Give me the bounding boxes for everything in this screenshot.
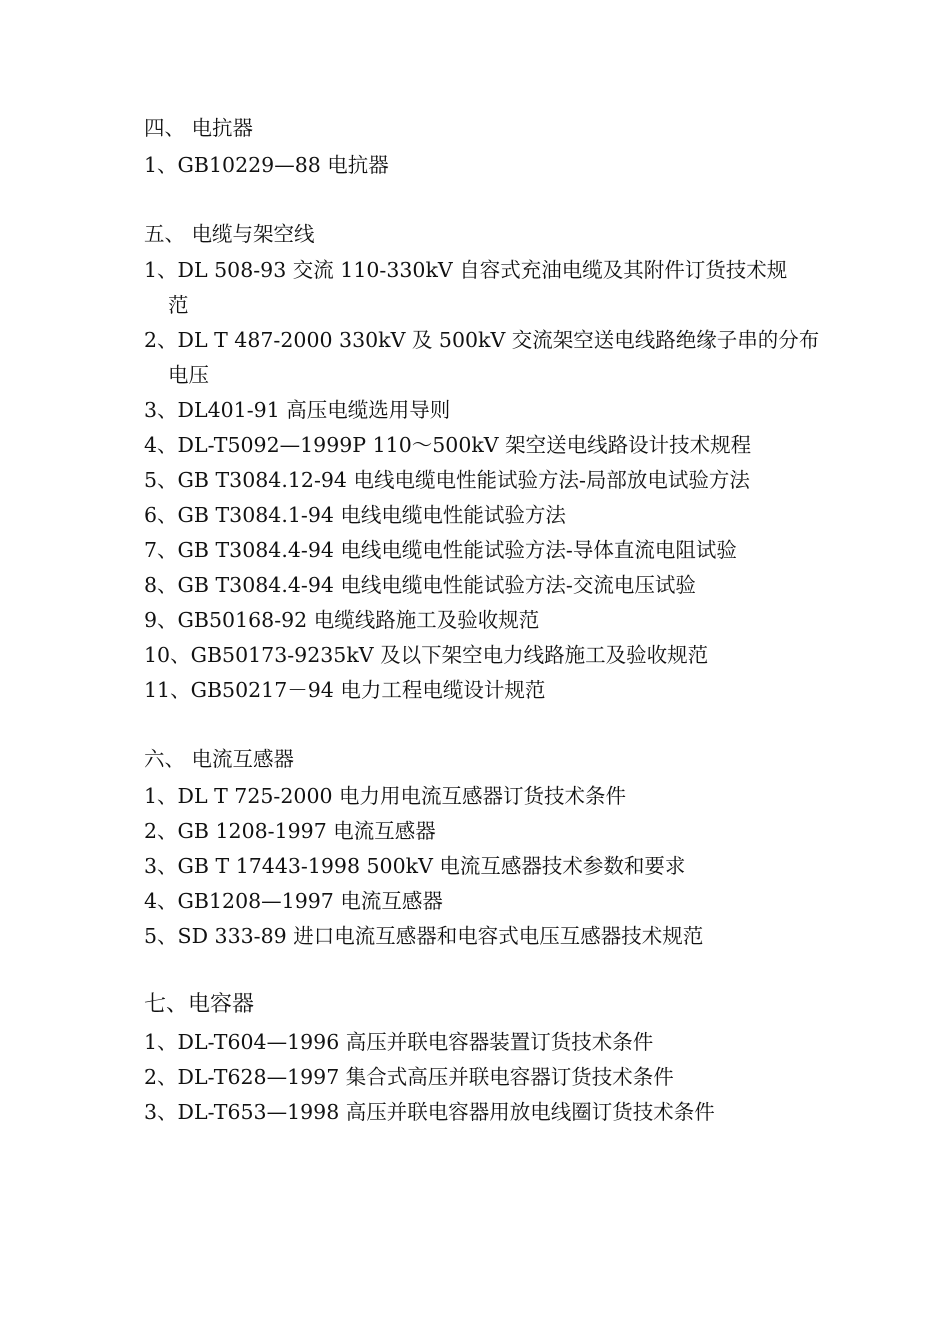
list-item: 3、GB T 17443-1998 500kV 电流互感器技术参数和要求 <box>144 854 686 878</box>
list-item: 4、GB1208—1997 电流互感器 <box>144 889 443 913</box>
list-item: 1、DL-T604—1996 高压并联电容器装置订货技术条件 <box>144 1030 654 1054</box>
list-item: 9、GB50168-92 电缆线路施工及验收规范 <box>144 608 540 632</box>
section-heading-current-transformers: 六、 电流互感器 <box>144 747 295 771</box>
list-item: 6、GB T3084.1-94 电线电缆电性能试验方法 <box>144 503 566 527</box>
list-item-continuation: 范 <box>168 293 189 317</box>
list-item: 1、GB10229—88 电抗器 <box>144 153 389 177</box>
list-item: 10、GB50173-9235kV 及以下架空电力线路施工及验收规范 <box>144 643 709 667</box>
section-heading-capacitors: 七、电容器 <box>144 992 255 1017</box>
list-item: 4、DL-T5092—1999P 110～500kV 架空送电线路设计技术规程 <box>144 433 752 457</box>
list-item: 8、GB T3084.4-94 电线电缆电性能试验方法-交流电压试验 <box>144 573 696 597</box>
list-item: 1、DL 508-93 交流 110-330kV 自容式充油电缆及其附件订货技术规 <box>144 258 788 282</box>
list-item: 5、SD 333-89 进口电流互感器和电容式电压互感器技术规范 <box>144 924 704 948</box>
list-item-continuation: 电压 <box>168 363 209 387</box>
section-heading-reactor: 四、 电抗器 <box>144 116 254 140</box>
list-item: 2、DL-T628—1997 集合式高压并联电容器订货技术条件 <box>144 1065 674 1089</box>
list-item: 1、DL T 725-2000 电力用电流互感器订货技术条件 <box>144 784 627 808</box>
list-item: 3、DL401-91 高压电缆选用导则 <box>144 398 451 422</box>
section-heading-cables: 五、 电缆与架空线 <box>144 222 315 246</box>
list-item: 7、GB T3084.4-94 电线电缆电性能试验方法-导体直流电阻试验 <box>144 538 737 562</box>
list-item: 3、DL-T653—1998 高压并联电容器用放电线圈订货技术条件 <box>144 1100 715 1124</box>
list-item: 2、GB 1208-1997 电流互感器 <box>144 819 436 843</box>
list-item: 2、DL T 487-2000 330kV 及 500kV 交流架空送电线路绝缘子串的分布 <box>144 328 820 352</box>
list-item: 5、GB T3084.12-94 电线电缆电性能试验方法-局部放电试验方法 <box>144 468 750 492</box>
list-item: 11、GB50217－94 电力工程电缆设计规范 <box>144 678 546 702</box>
